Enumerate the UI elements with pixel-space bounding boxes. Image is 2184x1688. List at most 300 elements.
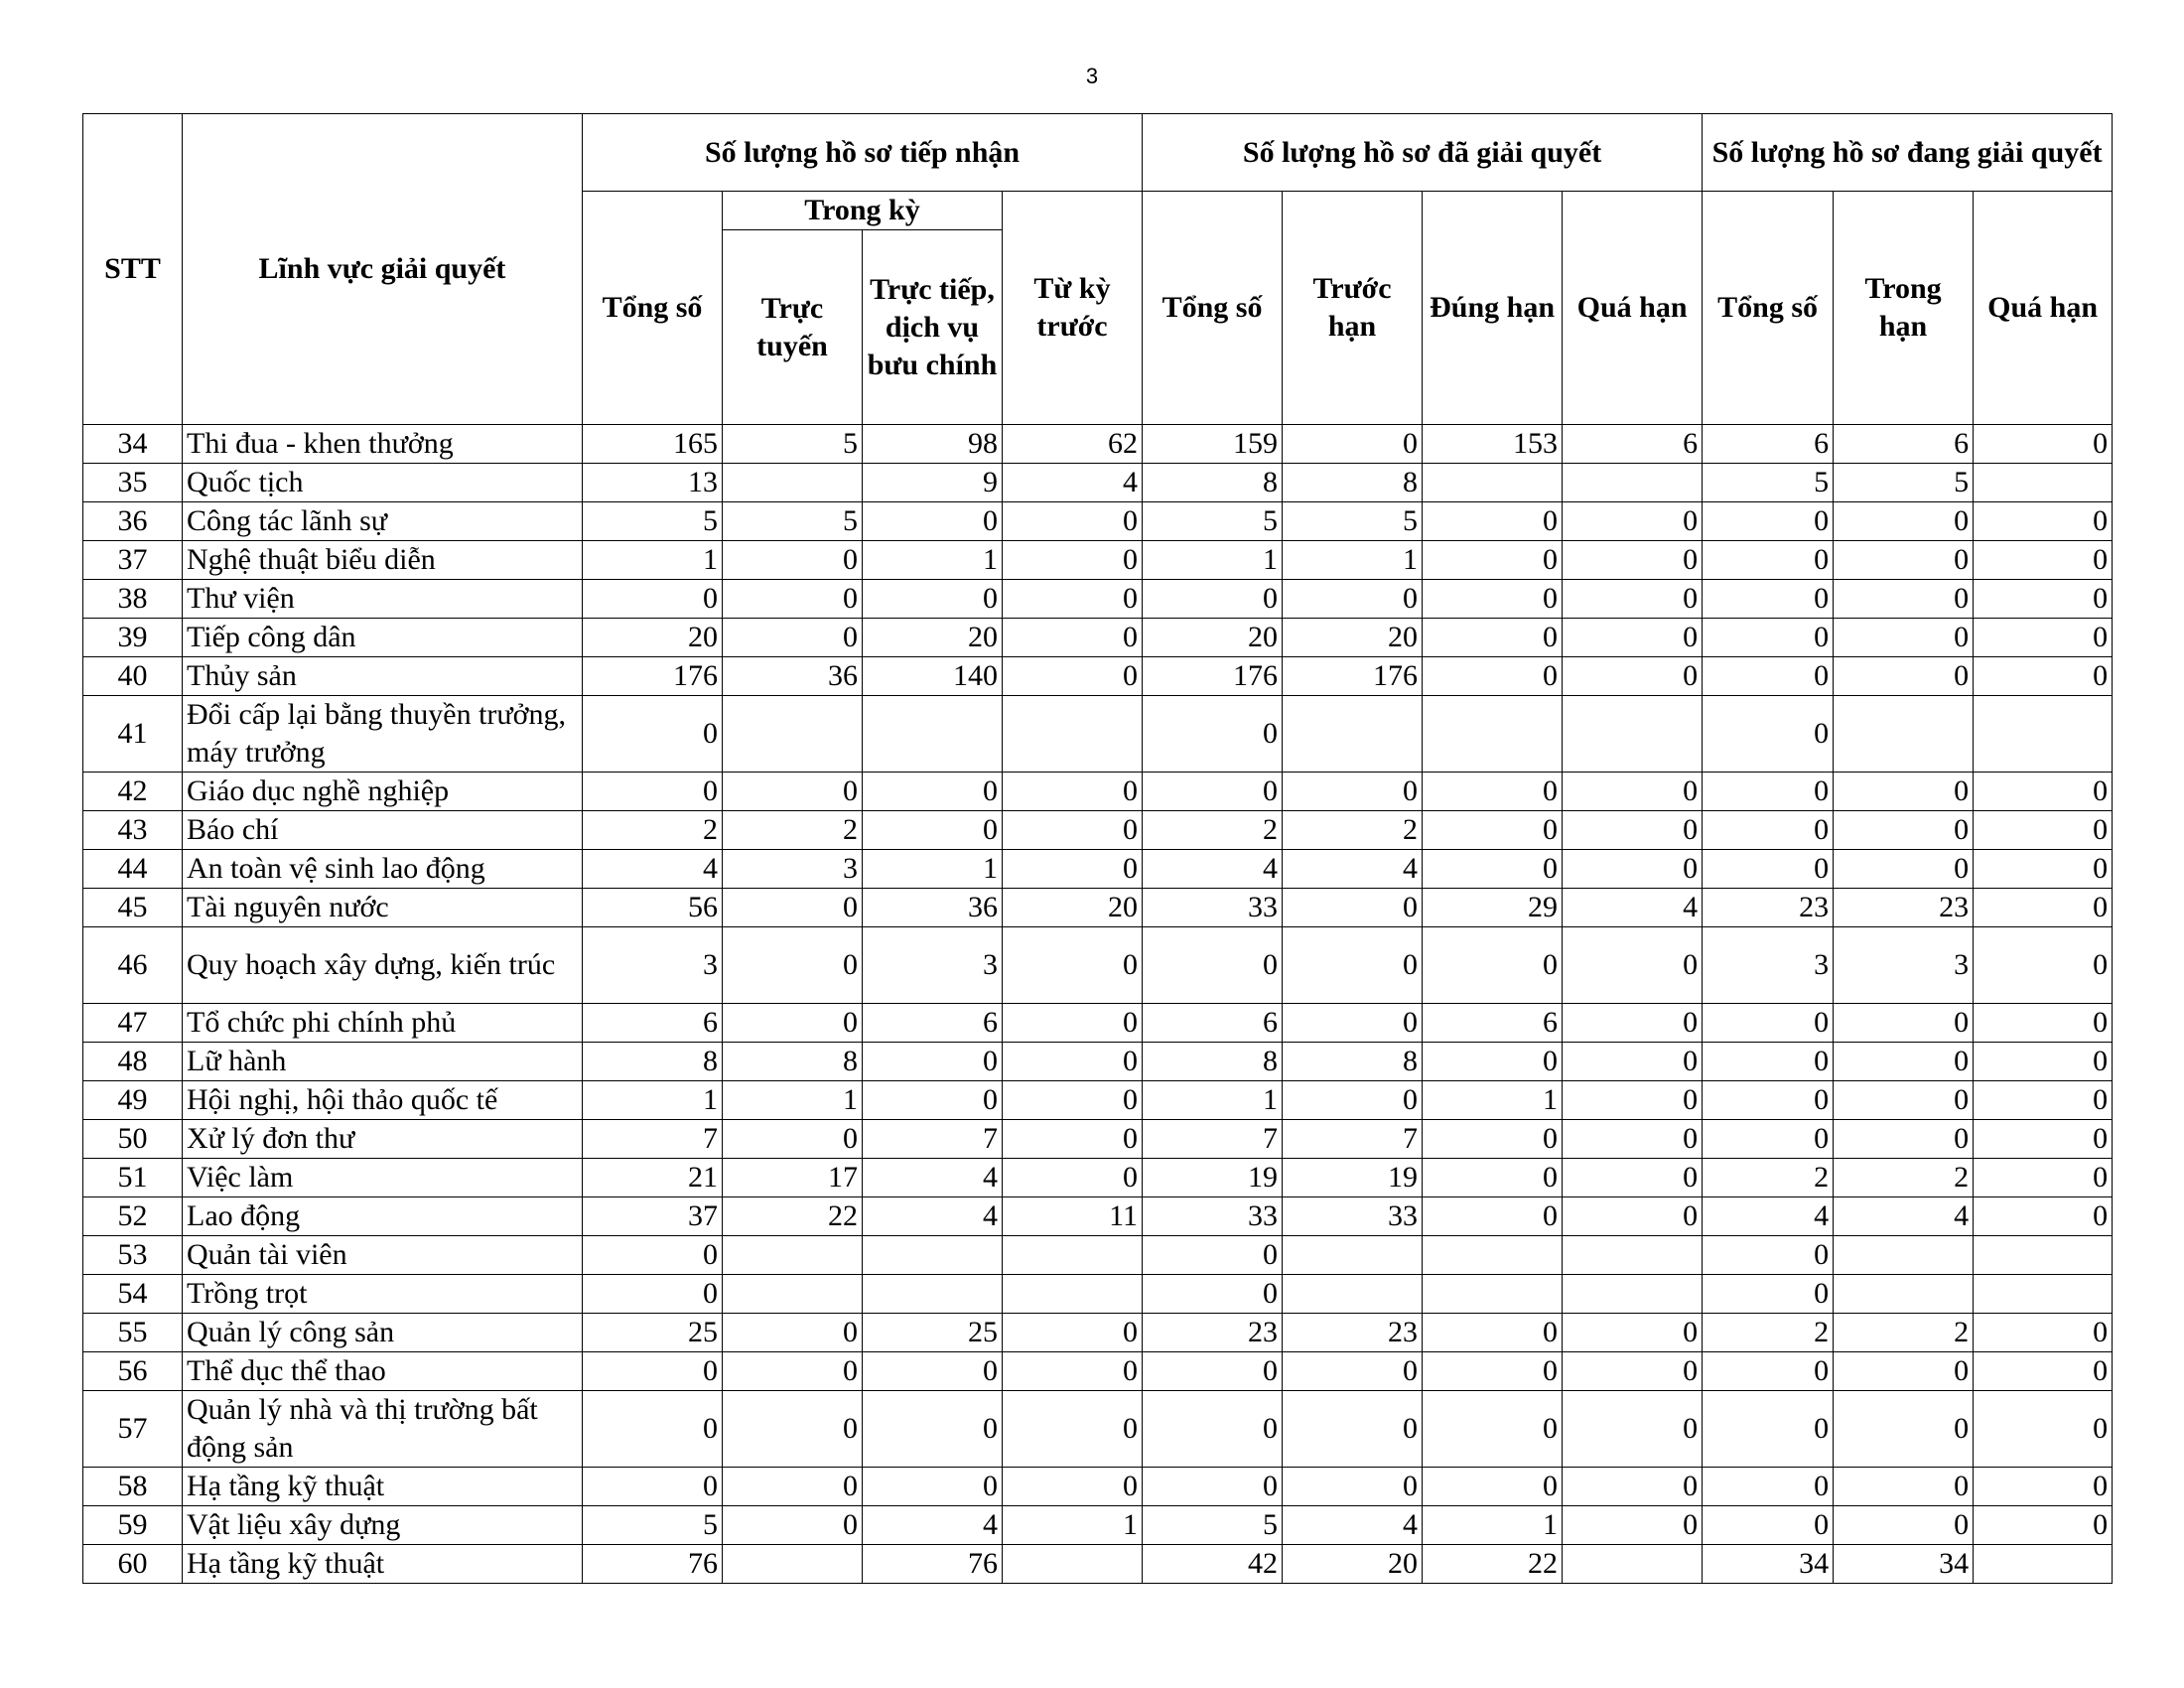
row-value-cell: 25	[583, 1314, 723, 1352]
row-value-cell: 5	[723, 425, 863, 464]
row-field: Quy hoạch xây dựng, kiến trúc	[183, 927, 583, 1004]
row-value-cell: 0	[1423, 1159, 1563, 1197]
row-field: Thủy sản	[183, 657, 583, 696]
row-stt: 40	[83, 657, 183, 696]
row-stt: 39	[83, 619, 183, 657]
row-value-cell: 11	[1003, 1197, 1143, 1236]
row-value-cell: 0	[1563, 811, 1703, 850]
row-value-cell: 5	[583, 1506, 723, 1545]
row-value-cell: 76	[583, 1545, 723, 1584]
row-value-cell: 0	[1974, 619, 2113, 657]
row-field: Lao động	[183, 1197, 583, 1236]
row-stt: 46	[83, 927, 183, 1004]
table-row	[83, 1081, 2113, 1120]
row-value-cell: 5	[1834, 464, 1974, 502]
row-value-cell: 2	[1703, 1159, 1834, 1197]
row-stt: 43	[83, 811, 183, 850]
group-header-resolved: Số lượng hồ sơ đã giải quyết	[1143, 114, 1703, 192]
row-value-cell: 5	[1703, 464, 1834, 502]
row-value-cell: 0	[1003, 502, 1143, 541]
row-stt: 53	[83, 1236, 183, 1275]
row-value-cell: 0	[583, 1275, 723, 1314]
row-value-cell: 0	[1003, 850, 1143, 889]
row-value-cell	[863, 1236, 1003, 1275]
row-value-cell	[723, 1236, 863, 1275]
row-value-cell: 0	[1563, 1197, 1703, 1236]
table-row	[83, 1004, 2113, 1043]
row-value-cell: 0	[1003, 1468, 1143, 1506]
row-value-cell: 20	[1003, 889, 1143, 927]
row-value-cell: 25	[863, 1314, 1003, 1352]
row-value-cell: 0	[1423, 1468, 1563, 1506]
row-value-cell: 4	[863, 1159, 1003, 1197]
row-value-cell: 0	[1423, 1352, 1563, 1391]
row-value-cell: 0	[1703, 1004, 1834, 1043]
row-value-cell: 0	[1703, 1275, 1834, 1314]
row-value-cell: 0	[1283, 425, 1423, 464]
row-value-cell: 2	[1283, 811, 1423, 850]
row-value-cell: 0	[1974, 1352, 2113, 1391]
row-stt: 57	[83, 1391, 183, 1468]
row-stt: 59	[83, 1506, 183, 1545]
row-value-cell: 0	[1974, 850, 2113, 889]
row-value-cell: 4	[1143, 850, 1283, 889]
row-value-cell: 9	[863, 464, 1003, 502]
row-stt: 54	[83, 1275, 183, 1314]
row-value-cell: 6	[1563, 425, 1703, 464]
row-value-cell: 0	[1703, 696, 1834, 773]
row-value-cell: 0	[723, 1004, 863, 1043]
row-value-cell: 0	[1834, 1004, 1974, 1043]
row-value-cell	[1563, 464, 1703, 502]
row-value-cell: 0	[1834, 811, 1974, 850]
row-value-cell	[1974, 1545, 2113, 1584]
row-value-cell	[1834, 696, 1974, 773]
row-stt: 50	[83, 1120, 183, 1159]
row-field: Quản lý nhà và thị trường bất động sản	[183, 1391, 583, 1468]
table-row	[83, 1545, 2113, 1584]
row-value-cell: 0	[1003, 1120, 1143, 1159]
row-value-cell: 0	[1003, 927, 1143, 1004]
group-header-pending: Số lượng hồ sơ đang giải quyết	[1703, 114, 2113, 192]
row-value-cell: 0	[1143, 1275, 1283, 1314]
table-row	[83, 1197, 2113, 1236]
row-value-cell: 0	[1834, 541, 1974, 580]
row-value-cell: 3	[863, 927, 1003, 1004]
row-value-cell: 0	[1143, 1391, 1283, 1468]
row-value-cell: 2	[1143, 811, 1283, 850]
row-value-cell: 6	[863, 1004, 1003, 1043]
table-row	[83, 1236, 2113, 1275]
row-value-cell	[723, 696, 863, 773]
row-value-cell: 0	[1143, 696, 1283, 773]
row-value-cell: 0	[1423, 1197, 1563, 1236]
row-value-cell: 0	[723, 1314, 863, 1352]
row-value-cell: 165	[583, 425, 723, 464]
row-field: Việc làm	[183, 1159, 583, 1197]
col-header-from-prev: Từ kỳ trước	[1003, 192, 1143, 425]
row-field: Thư viện	[183, 580, 583, 619]
row-value-cell: 0	[723, 773, 863, 811]
row-value-cell: 0	[1423, 580, 1563, 619]
row-value-cell: 0	[1834, 502, 1974, 541]
row-value-cell: 6	[1834, 425, 1974, 464]
row-value-cell: 0	[723, 1120, 863, 1159]
row-value-cell: 0	[1703, 580, 1834, 619]
row-value-cell: 23	[1834, 889, 1974, 927]
row-stt: 38	[83, 580, 183, 619]
row-value-cell: 5	[1283, 502, 1423, 541]
row-value-cell: 0	[1563, 1159, 1703, 1197]
row-value-cell: 0	[1703, 619, 1834, 657]
row-value-cell: 0	[863, 811, 1003, 850]
row-value-cell: 0	[1143, 1468, 1283, 1506]
row-value-cell: 0	[1563, 657, 1703, 696]
row-value-cell: 4	[1283, 1506, 1423, 1545]
row-field: Tổ chức phi chính phủ	[183, 1004, 583, 1043]
row-value-cell: 4	[1563, 889, 1703, 927]
row-value-cell: 0	[1703, 1120, 1834, 1159]
row-value-cell: 0	[1143, 1236, 1283, 1275]
row-field: Công tác lãnh sự	[183, 502, 583, 541]
row-value-cell	[1283, 1236, 1423, 1275]
row-value-cell: 0	[1703, 1352, 1834, 1391]
row-stt: 44	[83, 850, 183, 889]
row-value-cell: 1	[1283, 541, 1423, 580]
row-value-cell: 0	[1834, 1352, 1974, 1391]
row-value-cell: 0	[1974, 927, 2113, 1004]
row-value-cell: 20	[583, 619, 723, 657]
row-value-cell: 0	[1974, 1197, 2113, 1236]
row-value-cell: 0	[1283, 1081, 1423, 1120]
col-header-pending-total: Tổng số	[1703, 192, 1834, 425]
group-header-received: Số lượng hồ sơ tiếp nhận	[583, 114, 1143, 192]
row-value-cell: 0	[1003, 541, 1143, 580]
row-value-cell: 0	[583, 1468, 723, 1506]
row-value-cell: 0	[723, 580, 863, 619]
row-value-cell: 0	[1834, 1081, 1974, 1120]
row-value-cell: 0	[1283, 580, 1423, 619]
row-value-cell: 36	[863, 889, 1003, 927]
row-value-cell: 0	[1703, 541, 1834, 580]
row-value-cell	[863, 1275, 1003, 1314]
row-value-cell: 4	[1283, 850, 1423, 889]
row-stt: 42	[83, 773, 183, 811]
row-value-cell: 0	[1974, 773, 2113, 811]
row-value-cell: 0	[1703, 773, 1834, 811]
row-value-cell: 176	[583, 657, 723, 696]
row-stt: 48	[83, 1043, 183, 1081]
table-row	[83, 889, 2113, 927]
row-value-cell: 0	[1703, 502, 1834, 541]
row-value-cell: 0	[863, 580, 1003, 619]
table-row	[83, 1391, 2113, 1468]
row-value-cell: 22	[1423, 1545, 1563, 1584]
row-value-cell: 0	[583, 696, 723, 773]
row-value-cell: 0	[1003, 1159, 1143, 1197]
table-row	[83, 1352, 2113, 1391]
col-header-direct: Trực tiếp, dịch vụ bưu chính	[863, 230, 1003, 425]
row-field: Giáo dục nghề nghiệp	[183, 773, 583, 811]
row-value-cell: 0	[1423, 541, 1563, 580]
row-value-cell	[723, 1275, 863, 1314]
col-header-received-total: Tổng số	[583, 192, 723, 425]
row-value-cell: 0	[1703, 1506, 1834, 1545]
row-value-cell: 7	[1143, 1120, 1283, 1159]
row-value-cell	[1563, 1545, 1703, 1584]
row-value-cell: 1	[583, 1081, 723, 1120]
row-value-cell: 0	[1423, 619, 1563, 657]
row-value-cell: 0	[1974, 1506, 2113, 1545]
row-value-cell: 0	[863, 502, 1003, 541]
col-header-pending-overdue: Quá hạn	[1974, 192, 2113, 425]
row-value-cell	[1834, 1275, 1974, 1314]
row-value-cell: 20	[863, 619, 1003, 657]
row-value-cell: 0	[1423, 1120, 1563, 1159]
page-number: 3	[1085, 64, 1099, 88]
row-value-cell: 0	[1423, 1043, 1563, 1081]
row-value-cell: 2	[1834, 1314, 1974, 1352]
row-field: Hội nghị, hội thảo quốc tế	[183, 1081, 583, 1120]
row-field: Nghệ thuật biểu diễn	[183, 541, 583, 580]
row-value-cell: 153	[1423, 425, 1563, 464]
row-value-cell: 1	[1143, 541, 1283, 580]
row-stt: 45	[83, 889, 183, 927]
row-value-cell: 36	[723, 657, 863, 696]
table-row	[83, 464, 2113, 502]
row-value-cell: 19	[1283, 1159, 1423, 1197]
row-value-cell: 0	[1834, 850, 1974, 889]
row-value-cell: 1	[1003, 1506, 1143, 1545]
row-stt: 51	[83, 1159, 183, 1197]
row-value-cell: 0	[1423, 811, 1563, 850]
row-stt: 56	[83, 1352, 183, 1391]
row-value-cell: 0	[1703, 657, 1834, 696]
row-value-cell: 0	[1003, 811, 1143, 850]
row-value-cell: 0	[1703, 850, 1834, 889]
col-header-on-time: Đúng hạn	[1423, 192, 1563, 425]
row-value-cell: 0	[583, 580, 723, 619]
row-value-cell: 7	[1283, 1120, 1423, 1159]
table-row	[83, 696, 2113, 773]
row-value-cell: 0	[1974, 1004, 2113, 1043]
row-value-cell	[1423, 464, 1563, 502]
row-value-cell: 0	[1003, 1352, 1143, 1391]
row-value-cell: 17	[723, 1159, 863, 1197]
row-value-cell: 176	[1283, 657, 1423, 696]
row-value-cell: 4	[1834, 1197, 1974, 1236]
row-value-cell: 1	[583, 541, 723, 580]
row-value-cell: 1	[863, 541, 1003, 580]
row-stt: 47	[83, 1004, 183, 1043]
row-value-cell: 8	[1283, 464, 1423, 502]
table-row	[83, 927, 2113, 1004]
row-value-cell: 159	[1143, 425, 1283, 464]
table-row	[83, 657, 2113, 696]
table-row	[83, 1159, 2113, 1197]
row-value-cell: 3	[583, 927, 723, 1004]
row-value-cell	[1563, 1275, 1703, 1314]
row-value-cell: 0	[1423, 657, 1563, 696]
row-value-cell: 0	[1974, 425, 2113, 464]
row-stt: 37	[83, 541, 183, 580]
table-row	[83, 811, 2113, 850]
row-value-cell	[723, 1545, 863, 1584]
row-value-cell: 0	[863, 1081, 1003, 1120]
col-header-online: Trực tuyến	[723, 230, 863, 425]
row-value-cell: 42	[1143, 1545, 1283, 1584]
row-value-cell: 19	[1143, 1159, 1283, 1197]
row-value-cell: 0	[723, 619, 863, 657]
row-value-cell: 20	[1143, 619, 1283, 657]
row-value-cell: 0	[1703, 811, 1834, 850]
row-field: Quốc tịch	[183, 464, 583, 502]
row-value-cell: 0	[1703, 1391, 1834, 1468]
row-stt: 55	[83, 1314, 183, 1352]
row-value-cell: 1	[863, 850, 1003, 889]
table-row	[83, 850, 2113, 889]
row-value-cell: 1	[1143, 1081, 1283, 1120]
col-header-resolved-overdue: Quá hạn	[1563, 192, 1703, 425]
row-value-cell: 33	[1143, 889, 1283, 927]
row-field: Đổi cấp lại bằng thuyền trưởng, máy trưởng	[183, 696, 583, 773]
row-field: Hạ tầng kỹ thuật	[183, 1545, 583, 1584]
row-value-cell: 0	[1703, 1236, 1834, 1275]
row-value-cell: 0	[1974, 1159, 2113, 1197]
table-row	[83, 502, 2113, 541]
row-field: Quản lý công sản	[183, 1314, 583, 1352]
row-field: Hạ tầng kỹ thuật	[183, 1468, 583, 1506]
row-value-cell: 0	[1423, 927, 1563, 1004]
row-value-cell: 0	[1283, 889, 1423, 927]
row-value-cell: 33	[1143, 1197, 1283, 1236]
table-row	[83, 1120, 2113, 1159]
col-header-field: Lĩnh vực giải quyết	[183, 114, 583, 425]
row-value-cell: 0	[1834, 1391, 1974, 1468]
row-value-cell: 0	[1423, 1314, 1563, 1352]
row-value-cell: 0	[1563, 580, 1703, 619]
row-value-cell	[1283, 696, 1423, 773]
row-value-cell: 7	[583, 1120, 723, 1159]
row-value-cell	[1423, 1275, 1563, 1314]
row-value-cell: 34	[1834, 1545, 1974, 1584]
row-value-cell	[1563, 1236, 1703, 1275]
row-value-cell: 8	[723, 1043, 863, 1081]
row-value-cell: 0	[1974, 811, 2113, 850]
row-value-cell	[1834, 1236, 1974, 1275]
row-value-cell: 76	[863, 1545, 1003, 1584]
row-value-cell: 0	[1974, 1314, 2113, 1352]
row-value-cell: 0	[1974, 541, 2113, 580]
row-value-cell: 0	[1563, 1314, 1703, 1352]
row-value-cell: 0	[1143, 773, 1283, 811]
table-row	[83, 425, 2113, 464]
row-value-cell: 0	[1974, 657, 2113, 696]
row-value-cell: 8	[1283, 1043, 1423, 1081]
row-value-cell	[1003, 1545, 1143, 1584]
row-value-cell	[1003, 696, 1143, 773]
row-value-cell: 0	[723, 1391, 863, 1468]
report-table	[82, 113, 2113, 1584]
row-value-cell: 3	[1703, 927, 1834, 1004]
row-value-cell: 0	[1563, 1081, 1703, 1120]
row-value-cell: 2	[1834, 1159, 1974, 1197]
row-value-cell: 0	[1003, 619, 1143, 657]
row-value-cell: 0	[723, 1352, 863, 1391]
row-stt: 49	[83, 1081, 183, 1120]
row-value-cell: 1	[1423, 1506, 1563, 1545]
row-value-cell: 176	[1143, 657, 1283, 696]
row-value-cell: 0	[1974, 1081, 2113, 1120]
row-value-cell: 0	[1834, 1468, 1974, 1506]
row-value-cell: 34	[1703, 1545, 1834, 1584]
row-value-cell: 0	[1143, 1352, 1283, 1391]
row-value-cell: 0	[863, 1043, 1003, 1081]
row-stt: 60	[83, 1545, 183, 1584]
row-value-cell: 0	[1703, 1043, 1834, 1081]
col-header-resolved-total: Tổng số	[1143, 192, 1283, 425]
row-value-cell	[1563, 696, 1703, 773]
row-value-cell: 0	[1563, 1468, 1703, 1506]
row-value-cell: 0	[1283, 1468, 1423, 1506]
row-value-cell: 0	[1423, 773, 1563, 811]
row-value-cell: 33	[1283, 1197, 1423, 1236]
row-stt: 58	[83, 1468, 183, 1506]
row-field: Thi đua - khen thưởng	[183, 425, 583, 464]
row-field: An toàn vệ sinh lao động	[183, 850, 583, 889]
row-value-cell	[863, 696, 1003, 773]
row-value-cell: 0	[1283, 1004, 1423, 1043]
row-value-cell: 3	[1834, 927, 1974, 1004]
row-value-cell: 0	[1003, 580, 1143, 619]
row-value-cell: 0	[1563, 1004, 1703, 1043]
row-value-cell: 0	[1563, 619, 1703, 657]
row-value-cell: 0	[723, 541, 863, 580]
row-value-cell: 22	[723, 1197, 863, 1236]
row-stt: 36	[83, 502, 183, 541]
row-value-cell: 1	[723, 1081, 863, 1120]
row-stt: 35	[83, 464, 183, 502]
row-value-cell: 0	[1003, 1081, 1143, 1120]
row-value-cell: 0	[1143, 927, 1283, 1004]
row-value-cell: 13	[583, 464, 723, 502]
row-value-cell: 0	[583, 1352, 723, 1391]
row-value-cell: 0	[1003, 1004, 1143, 1043]
table-body	[83, 425, 2113, 1584]
row-value-cell: 4	[1703, 1197, 1834, 1236]
row-value-cell: 37	[583, 1197, 723, 1236]
table-header	[83, 114, 2113, 425]
row-value-cell: 0	[1834, 1506, 1974, 1545]
row-value-cell: 0	[1003, 657, 1143, 696]
row-value-cell: 0	[863, 1468, 1003, 1506]
row-value-cell: 0	[1703, 1081, 1834, 1120]
row-value-cell: 0	[1003, 773, 1143, 811]
row-stt: 34	[83, 425, 183, 464]
row-value-cell: 8	[583, 1043, 723, 1081]
row-value-cell: 0	[1003, 1391, 1143, 1468]
row-value-cell: 0	[1834, 657, 1974, 696]
row-value-cell: 8	[1143, 1043, 1283, 1081]
row-value-cell: 0	[1563, 1352, 1703, 1391]
row-value-cell	[1003, 1236, 1143, 1275]
row-value-cell: 1	[1423, 1081, 1563, 1120]
row-value-cell: 23	[1703, 889, 1834, 927]
row-value-cell: 0	[1974, 502, 2113, 541]
row-value-cell: 0	[1974, 1043, 2113, 1081]
row-value-cell: 7	[863, 1120, 1003, 1159]
row-value-cell: 4	[863, 1197, 1003, 1236]
